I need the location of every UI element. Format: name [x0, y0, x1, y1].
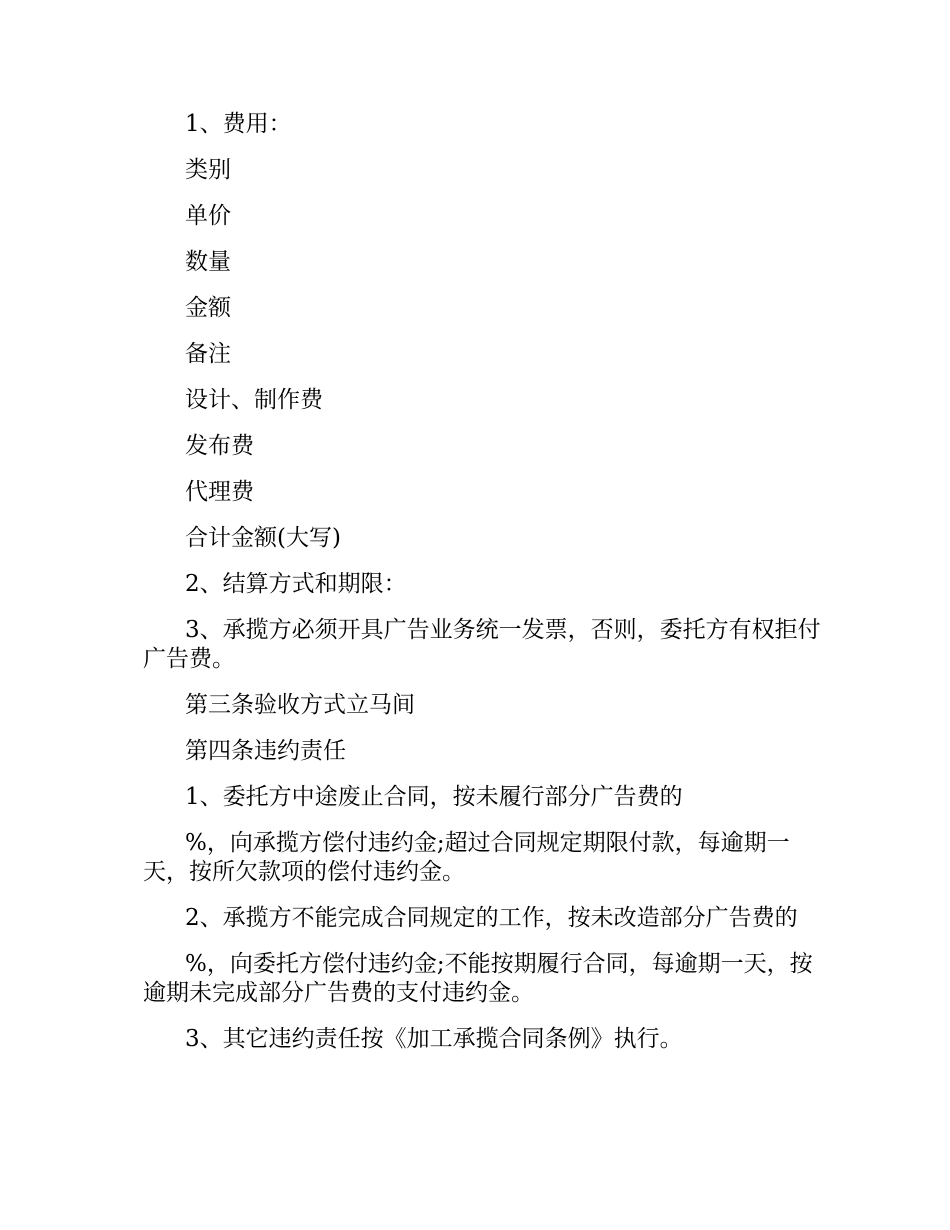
- invoice-clause: 3、承揽方必须开具广告业务统一发票，否则，委托方有权拒付广告费。: [143, 617, 821, 672]
- breach-clause-3: 3、其它违约责任按《加工承揽合同条例》执行。: [185, 1026, 683, 1052]
- document-body: [143, 110, 823, 1071]
- article-four: 第四条违约责任: [185, 738, 346, 764]
- breach-clause-2b: %，向委托方偿付违约金;不能按期履行合同，每逾期一天，按逾期未完成部分广告费的支付违约金。: [143, 951, 813, 1006]
- fee-item-unit-price: 单价: [185, 203, 231, 229]
- fee-item-agency: 代理费: [185, 479, 254, 505]
- fee-item-total: 合计金额(大写): [185, 525, 341, 551]
- fee-item-category: 类别: [185, 157, 231, 183]
- fee-item-quantity: 数量: [185, 249, 231, 275]
- breach-clause-1a: 1、委托方中途废止合同，按未履行部分广告费的: [185, 784, 683, 810]
- fee-heading: 1、费用：: [185, 111, 292, 137]
- breach-clause-2a: 2、承揽方不能完成合同规定的工作，按未改造部分广告费的: [185, 905, 798, 931]
- settlement-heading: 2、结算方式和期限：: [185, 571, 407, 597]
- fee-item-remarks: 备注: [185, 341, 231, 367]
- fee-item-amount: 金额: [185, 295, 231, 321]
- breach-clause-1b: %，向承揽方偿付违约金;超过合同规定期限付款，每逾期一天，按所欠款项的偿付违约金。: [143, 830, 790, 885]
- article-three: 第三条验收方式立马间: [185, 692, 415, 718]
- fee-item-design-production: 设计、制作费: [185, 387, 323, 413]
- fee-item-publishing: 发布费: [185, 433, 254, 459]
